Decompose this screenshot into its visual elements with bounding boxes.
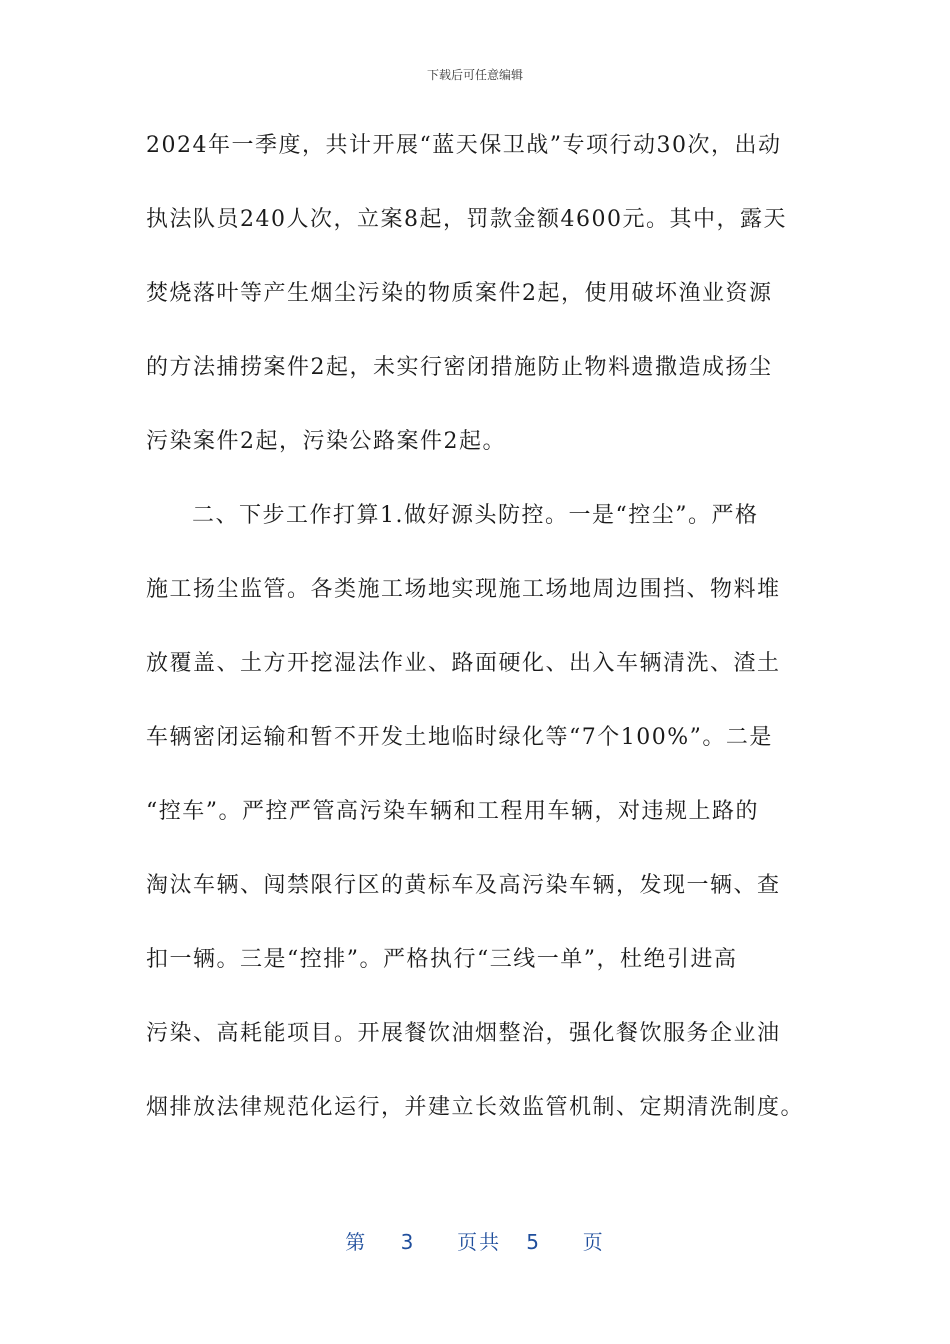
- text-line: 二、下步工作打算1.做好源头防控。一是“控尘”。严格: [192, 503, 759, 528]
- footer-total-pages: 5: [526, 1230, 541, 1254]
- footer-total-prefix: 页共: [457, 1230, 502, 1254]
- footer-current-page: 3: [400, 1230, 416, 1254]
- text-line: 烟排放法律规范化运行，并建立长效监管机制、定期清洗制度。: [146, 1095, 805, 1120]
- paragraph-2: [146, 498, 806, 1164]
- text-line: 放覆盖、土方开挖湿法作业、路面硬化、出入车辆清洗、渣土: [146, 651, 781, 676]
- paragraph-1: [146, 128, 806, 498]
- text-line: 焚烧落叶等产生烟尘污染的物质案件2起，使用破坏渔业资源: [146, 281, 773, 306]
- footer-total-suffix: 页: [582, 1230, 605, 1254]
- text-line: 污染案件2起，污染公路案件2起。: [146, 429, 506, 454]
- text-line: 的方法捕捞案件2起，未实行密闭措施防止物料遗撒造成扬尘: [146, 355, 773, 380]
- text-line: 2024年一季度，共计开展“蓝天保卫战”专项行动30次，出动: [146, 133, 782, 158]
- text-line: “控车”。严控严管高污染车辆和工程用车辆，对违规上路的: [146, 799, 759, 824]
- text-line: 污染、高耗能项目。开展餐饮油烟整治，强化餐饮服务企业油: [146, 1021, 781, 1046]
- footer-page-label: 第: [345, 1230, 368, 1254]
- text-line: 施工扬尘监管。各类施工场地实现施工场地周边围挡、物料堆: [146, 577, 781, 602]
- page-footer: [0, 1226, 950, 1255]
- text-line: 淘汰车辆、闯禁限行区的黄标车及高污染车辆，发现一辆、查: [146, 873, 781, 898]
- header-note: 下载后可任意编辑: [426, 68, 523, 82]
- text-line: 扣一辆。三是“控排”。严格执行“三线一单”，杜绝引进高: [146, 947, 738, 972]
- text-line: 车辆密闭运输和暂不开发土地临时绿化等“7个100%”。二是: [146, 725, 773, 750]
- document-body: [146, 128, 806, 1164]
- text-line: 执法队员240人次，立案8起，罚款金额4600元。其中，露天: [146, 207, 787, 232]
